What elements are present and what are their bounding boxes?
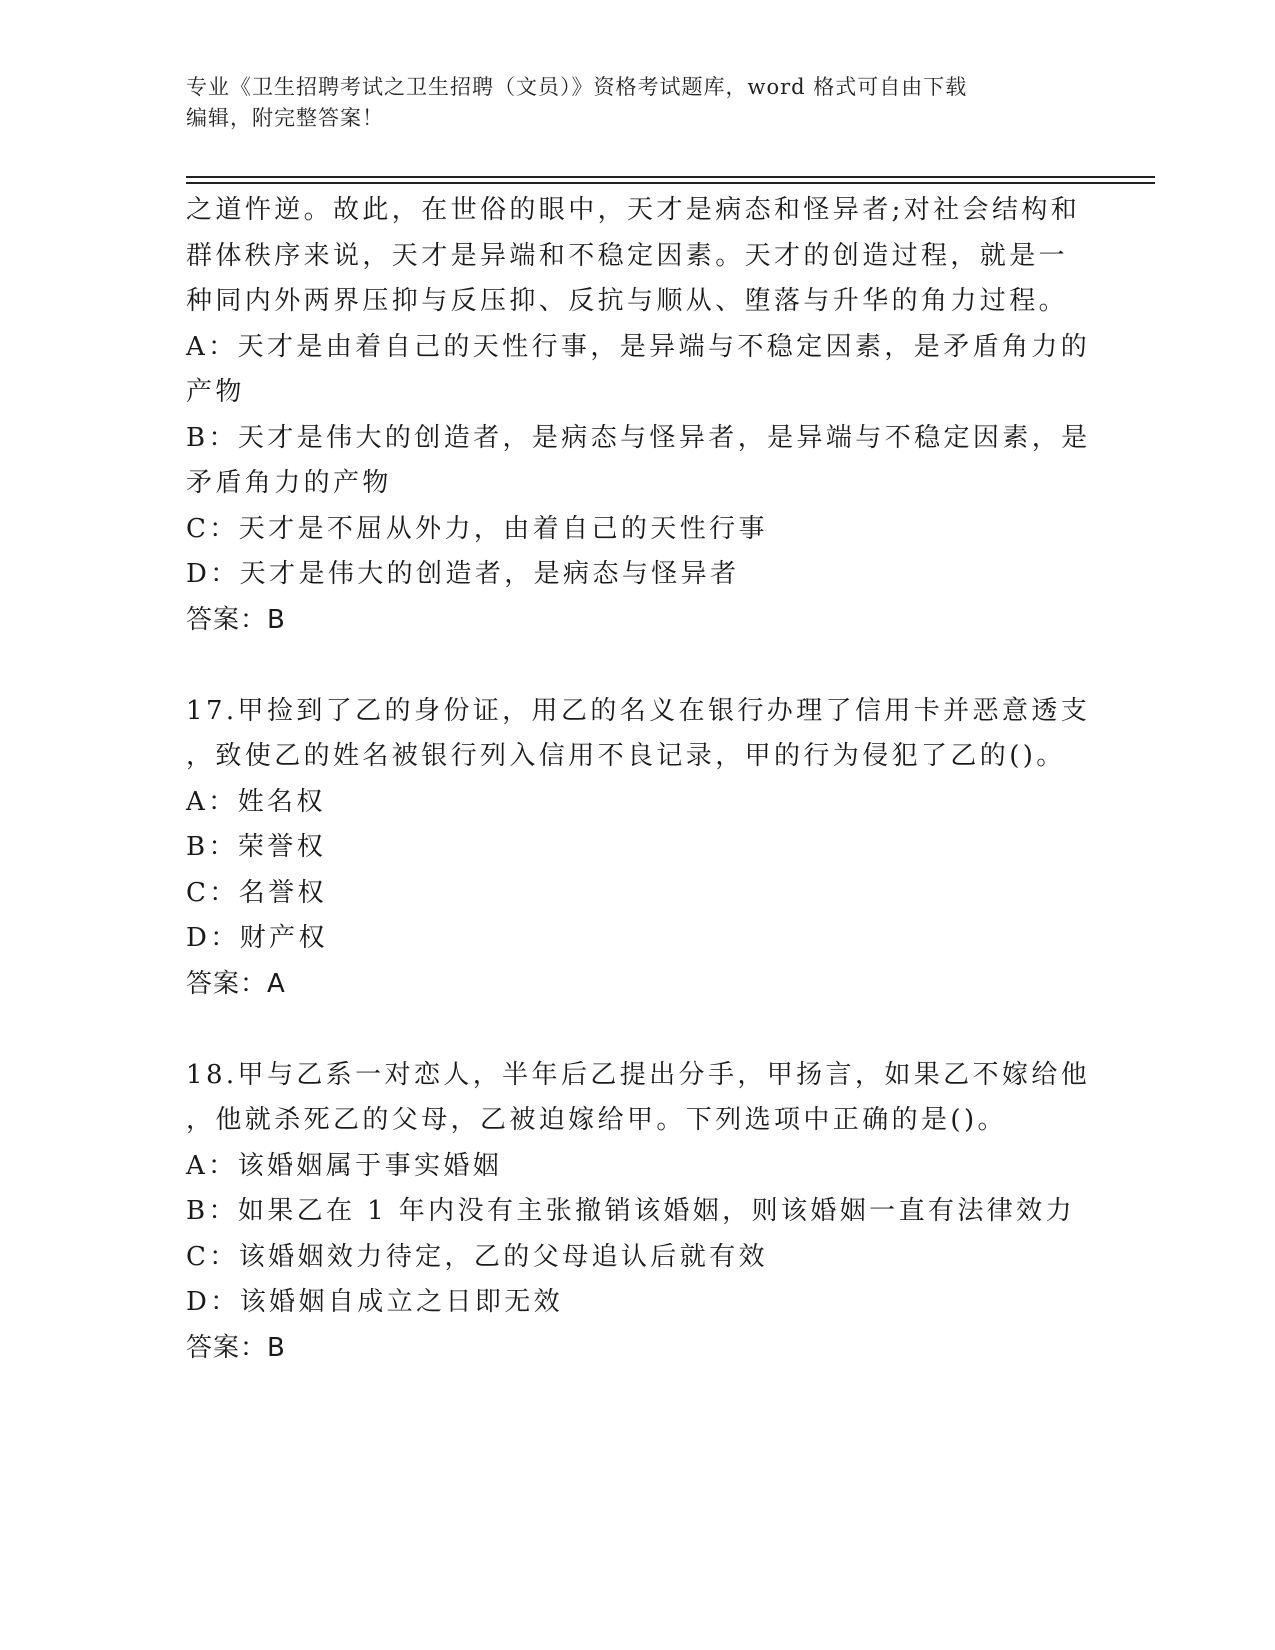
question-18-text-line-1: 18.甲与乙系一对恋人，半年后乙提出分手，甲扬言，如果乙不嫁给他 <box>186 1059 1091 1090</box>
question-17-option-b: B：荣誉权 <box>186 832 327 862</box>
question-16-text-line-3: 种同内外两界压抑与反压抑、反抗与顺从、堕落与升华的角力过程。 <box>186 286 1069 316</box>
question-16-option-a-line-2: 产物 <box>186 377 245 407</box>
question-16-option-a-line-1: A：天才是由着自己的天性行事，是异端与不稳定因素，是矛盾角力的 <box>186 331 1091 362</box>
question-16-text-line-1: 之道忤逆。故此，在世俗的眼中，天才是病态和怪异者;对社会结构和 <box>186 195 1081 225</box>
question-17-option-c: C：名誉权 <box>186 877 327 908</box>
spacer <box>186 643 1086 689</box>
question-18-option-b: B：如果乙在 1 年内没有主张撤销该婚姻，则该婚姻一直有法律效力 <box>186 1196 1075 1226</box>
question-18-answer: 答案：B <box>186 1332 286 1363</box>
document-body <box>186 188 1091 1371</box>
header-line-1: 专业《卫生招聘考试之卫生招聘（文员）》资格考试题库，word 格式可自由下载 <box>186 75 968 99</box>
question-16-option-c: C：天才是不屈从外力，由着自己的天性行事 <box>186 513 768 544</box>
question-18-option-c: C：该婚姻效力待定，乙的父母追认后就有效 <box>186 1241 768 1272</box>
question-17-text-line-2: ，致使乙的姓名被银行列入信用不良记录，甲的行为侵犯了乙的()。 <box>186 741 1066 771</box>
page-header <box>186 72 1066 134</box>
question-16-option-b-line-1: B：天才是伟大的创造者，是病态与怪异者，是异端与不稳定因素，是 <box>186 422 1091 453</box>
question-17 <box>186 689 1091 1008</box>
question-18-text-line-2: ，他就杀死乙的父母，乙被迫嫁给甲。下列选项中正确的是()。 <box>186 1105 1007 1135</box>
question-18-option-a: A：该婚姻属于事实婚姻 <box>186 1150 503 1181</box>
question-16 <box>186 188 1091 643</box>
question-17-option-d: D：财产权 <box>186 923 328 953</box>
question-17-text-line-1: 17.甲捡到了乙的身份证，用乙的名义在银行办理了信用卡并恶意透支 <box>186 695 1091 726</box>
spacer <box>186 1007 1086 1053</box>
header-rule-bottom <box>186 182 1155 184</box>
question-18 <box>186 1053 1091 1372</box>
header-rule-top <box>186 176 1155 178</box>
question-17-option-a: A：姓名权 <box>186 786 326 817</box>
question-16-text-line-2: 群体秩序来说，天才是异端和不稳定因素。天才的创造过程，就是一 <box>186 240 1069 271</box>
question-16-option-d: D：天才是伟大的创造者，是病态与怪异者 <box>186 559 740 589</box>
question-16-option-b-line-2: 矛盾角力的产物 <box>186 468 392 498</box>
header-line-2: 编辑，附完整答案！ <box>186 106 384 130</box>
question-17-answer: 答案：A <box>186 968 286 999</box>
question-16-answer: 答案：B <box>186 604 286 635</box>
question-18-option-d: D：该婚姻自成立之日即无效 <box>186 1287 564 1317</box>
